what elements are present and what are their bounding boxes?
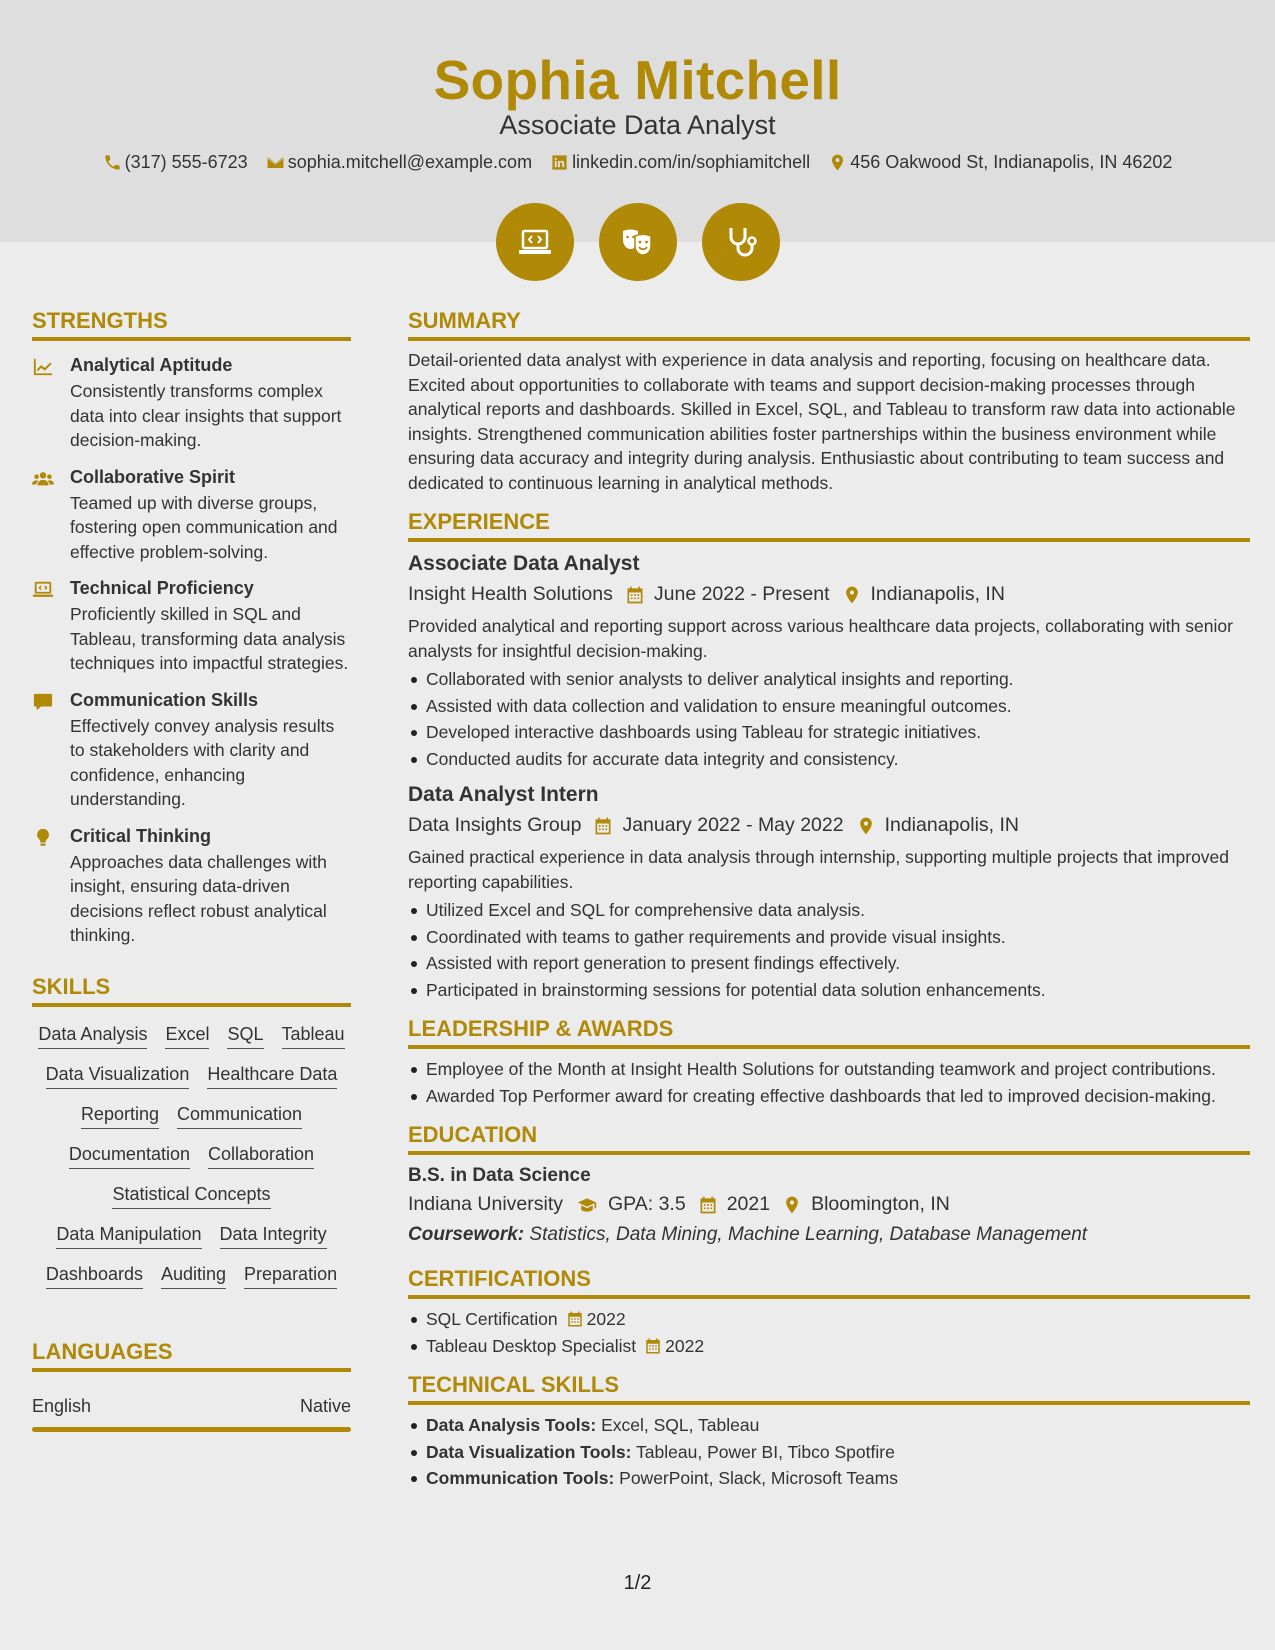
technical-skill-label: Communication Tools: — [426, 1468, 615, 1488]
skill-tag: Reporting — [81, 1104, 159, 1129]
technical-skill-value: PowerPoint, Slack, Microsoft Teams — [619, 1468, 898, 1488]
calendar-icon — [566, 1310, 584, 1328]
phone-icon — [103, 153, 122, 172]
language-name: English — [32, 1395, 92, 1416]
users-icon — [32, 469, 54, 489]
skill-tag: SQL — [227, 1024, 263, 1049]
job-bullets — [408, 898, 1250, 1002]
education-degree: B.S. in Data Science — [408, 1165, 591, 1186]
job-location: Indianapolis, IN — [884, 814, 1019, 836]
technical-skill-item — [408, 1413, 1250, 1438]
languages-heading: LANGUAGES — [32, 1339, 351, 1372]
job-company: Insight Health Solutions — [408, 583, 613, 605]
interest-circle-theater — [599, 203, 677, 281]
skill-tag: Auditing — [161, 1264, 226, 1289]
job-bullet: Developed interactive dashboards using Tableau for strategic initiatives. — [408, 720, 1250, 745]
strength-title: Technical Proficiency — [70, 578, 254, 598]
skills-heading: SKILLS — [32, 974, 351, 1007]
leadership-item: Awarded Top Performer award for creating effective dashboards that led to improved decision-making. — [408, 1084, 1250, 1109]
strength-title: Collaborative Spirit — [70, 466, 236, 487]
strength-title: Analytical Aptitude — [70, 355, 233, 375]
page-number: 1/2 — [623, 1572, 652, 1594]
technical-skill-label: Data Visualization Tools: — [426, 1441, 632, 1462]
strength-description: Approaches data challenges with insight, ensuring data-driven decisions reflect robust analytical thinking. — [70, 851, 327, 945]
interest-circle-medical — [702, 203, 780, 281]
skill-tag: Data Visualization — [46, 1064, 190, 1089]
job-location: Indianapolis, IN — [870, 583, 1005, 605]
contact-email[interactable] — [266, 152, 532, 173]
linkedin-text: linkedin.com/in/sophiamitchell — [572, 152, 811, 172]
certifications-list — [408, 1307, 1250, 1358]
job-title: Associate Data Analyst — [408, 552, 640, 575]
technical-skills-list — [408, 1413, 1250, 1491]
strength-description: Teamed up with diverse groups, fostering open communication and effective problem-solving. — [70, 492, 338, 562]
comment-icon — [32, 692, 54, 712]
candidate-name: Sophia Mitchell — [433, 49, 842, 111]
skill-tag: Excel — [165, 1024, 209, 1049]
job-entry — [408, 783, 1250, 1002]
strength-description: Proficiently skilled in SQL and Tableau, transforming data analysis techniques into impactful strategies. — [70, 604, 349, 673]
certification-year: 2022 — [665, 1335, 705, 1356]
summary-text: Detail-oriented data analyst with experience in data analysis and reporting, focusing on healthcare data. Excited about opportunities to collaborate with teams and support decision-making processes through analytical reports and dashboards. Skilled in Excel, SQL, and Tableau to transform raw data into actionable insights. Strengthened communication abilities foster partnerships within the business environment while ensuring data accuracy and integrity during analysis. Enthusiastic about contributing to team success and dedicated to continuous learning in analytical methods. — [408, 350, 1236, 493]
technical-skill-item — [408, 1466, 1250, 1491]
strength-item — [32, 826, 351, 948]
education-school: Indiana University — [408, 1193, 563, 1215]
strength-description: Effectively convey analysis results to stakeholders with clarity and confidence, enhancing understanding. — [70, 715, 335, 809]
job-bullet: Assisted with report generation to present findings effectively. — [408, 951, 1250, 976]
strength-item — [32, 578, 351, 676]
address-text: 456 Oakwood St, Indianapolis, IN 46202 — [850, 152, 1173, 172]
language-level: Native — [299, 1395, 351, 1416]
education-year: 2021 — [726, 1193, 771, 1215]
skill-tag: Tableau — [282, 1024, 345, 1049]
calendar-icon — [625, 585, 645, 605]
laptop-code-icon — [32, 580, 54, 600]
candidate-title: Associate Data Analyst — [499, 110, 776, 140]
contact-bar — [0, 152, 1275, 173]
map-marker-icon — [828, 153, 847, 172]
stethoscope-icon — [721, 222, 761, 262]
job-description: Gained practical experience in data analysis through internship, supporting multiple projects that improved reporting capabilities. — [408, 847, 1230, 892]
skill-tag: Preparation — [244, 1264, 337, 1289]
map-marker-icon — [842, 585, 862, 605]
email-text: sophia.mitchell@example.com — [287, 152, 533, 172]
contact-phone[interactable] — [103, 152, 248, 173]
interest-icons — [0, 203, 1275, 281]
certification-item — [408, 1307, 1250, 1332]
skill-tag: Data Integrity — [220, 1224, 327, 1249]
job-bullet: Assisted with data collection and validation to ensure meaningful outcomes. — [408, 694, 1250, 719]
certification-name: SQL Certification — [426, 1309, 558, 1329]
job-company: Data Insights Group — [408, 814, 582, 836]
linkedin-icon — [550, 153, 569, 172]
strength-item — [32, 690, 351, 812]
job-description: Provided analytical and reporting support across various healthcare data projects, collaborating with senior analysts for insightful decision-making. — [408, 616, 1233, 661]
left-column — [32, 308, 351, 1432]
technical-skills-heading: TECHNICAL SKILLS — [408, 1372, 1250, 1405]
envelope-icon — [266, 153, 285, 172]
job-bullet: Coordinated with teams to gather requirements and provide visual insights. — [408, 925, 1250, 950]
skill-tag: Documentation — [69, 1144, 190, 1169]
job-dates: January 2022 - May 2022 — [622, 814, 844, 836]
skill-tag: Dashboards — [46, 1264, 143, 1289]
education-meta — [408, 1193, 1250, 1216]
job-bullet: Conducted audits for accurate data integrity and consistency. — [408, 747, 1250, 772]
job-bullet: Utilized Excel and SQL for comprehensive data analysis. — [408, 898, 1250, 923]
strengths-heading: STRENGTHS — [32, 308, 351, 341]
language-proficiency-bar — [32, 1427, 351, 1432]
summary-heading: SUMMARY — [408, 308, 1250, 341]
skills-list — [32, 1024, 351, 1289]
job-meta — [408, 814, 1250, 837]
coursework-label: Coursework: — [408, 1224, 525, 1245]
certifications-heading: CERTIFICATIONS — [408, 1266, 1250, 1299]
strength-title: Communication Skills — [70, 689, 259, 710]
certification-year: 2022 — [586, 1309, 626, 1329]
strength-item — [32, 355, 351, 453]
job-bullet: Collaborated with senior analysts to deliver analytical insights and reporting. — [408, 667, 1250, 692]
leadership-item: Employee of the Month at Insight Health Solutions for outstanding teamwork and project contributions. — [408, 1057, 1250, 1082]
certification-name: Tableau Desktop Specialist — [426, 1335, 637, 1356]
calendar-icon — [644, 1337, 662, 1355]
contact-address — [828, 152, 1172, 173]
skill-tag: Healthcare Data — [207, 1064, 337, 1089]
leadership-heading: LEADERSHIP & AWARDS — [408, 1016, 1250, 1049]
technical-skill-label: Data Analysis Tools: — [426, 1415, 597, 1435]
job-bullets — [408, 667, 1250, 771]
technical-skill-item — [408, 1440, 1250, 1465]
strength-description: Consistently transforms complex data into clear insights that support decision-making. — [70, 381, 342, 450]
skill-tag: Statistical Concepts — [112, 1184, 270, 1209]
job-meta — [408, 583, 1250, 606]
interest-circle-coding — [496, 203, 574, 281]
map-marker-icon — [782, 1195, 802, 1215]
phone-text: (317) 555-6723 — [124, 152, 248, 172]
laptop-code-icon — [515, 222, 555, 262]
language-row — [32, 1396, 351, 1417]
job-dates: June 2022 - Present — [653, 583, 830, 605]
education-location: Bloomington, IN — [811, 1193, 950, 1215]
technical-skill-value: Excel, SQL, Tableau — [601, 1415, 760, 1435]
leadership-list — [408, 1057, 1250, 1108]
coursework-text: Statistics, Data Mining, Machine Learning, Database Management — [529, 1224, 1088, 1245]
right-column — [408, 308, 1250, 1491]
strength-title: Critical Thinking — [70, 825, 212, 846]
theater-masks-icon — [618, 222, 658, 262]
job-bullet: Participated in brainstorming sessions for potential data solution enhancements. — [408, 978, 1250, 1003]
map-marker-icon — [856, 816, 876, 836]
calendar-icon — [698, 1195, 718, 1215]
chart-line-icon — [32, 357, 54, 377]
education-heading: EDUCATION — [408, 1122, 1250, 1155]
graduation-cap-icon — [575, 1195, 599, 1215]
job-entry — [408, 552, 1250, 771]
skill-tag: Data Analysis — [38, 1024, 147, 1049]
skill-tag: Communication — [177, 1104, 302, 1129]
strength-item — [32, 467, 351, 565]
job-title: Data Analyst Intern — [408, 783, 599, 806]
certification-item — [408, 1334, 1250, 1359]
skill-tag: Collaboration — [208, 1144, 314, 1169]
experience-heading: EXPERIENCE — [408, 509, 1250, 542]
skill-tag: Data Manipulation — [56, 1224, 201, 1249]
calendar-icon — [593, 816, 613, 836]
lightbulb-icon — [32, 828, 54, 848]
contact-linkedin[interactable] — [550, 152, 810, 173]
education-gpa: GPA: 3.5 — [608, 1193, 686, 1215]
education-coursework — [408, 1224, 1250, 1246]
technical-skill-value: Tableau, Power BI, Tibco Spotfire — [636, 1441, 895, 1462]
